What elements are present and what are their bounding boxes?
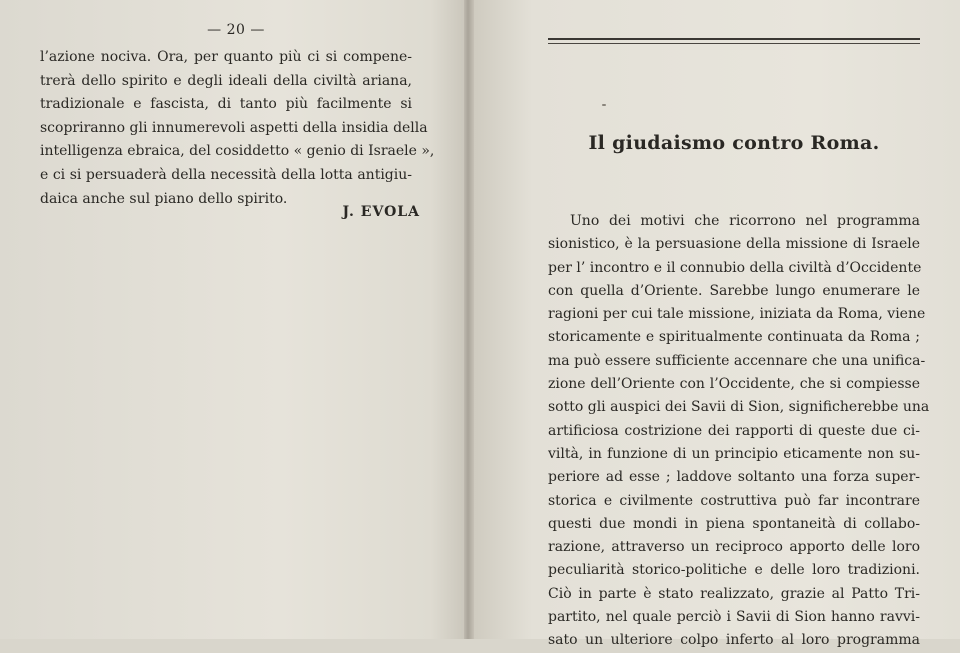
- left-page-text: [40, 46, 435, 211]
- text-line: partito, nel quale perciò i Savii di Sion hanno ravvi-: [548, 609, 920, 626]
- header-rule-thick: [548, 38, 920, 40]
- text-line: sionistico, è la persuasione della missione di Israele: [548, 236, 920, 253]
- text-line: Ciò in parte è stato realizzato, grazie al Patto Tri-: [548, 585, 920, 602]
- text-line: sotto gli auspici dei Savii di Sion, significherebbe una: [548, 399, 930, 416]
- text-line: viltà, in funzione di un principio eticamente non su-: [548, 445, 920, 462]
- chapter-title: Il giudaismo contro Roma.: [588, 132, 880, 154]
- header-rule-thin: [548, 43, 920, 44]
- text-line: l’azione nociva. Ora, per quanto più ci si compene-: [40, 49, 412, 65]
- text-line: artificiosa costrizione dei rapporti di queste due ci-: [548, 422, 920, 439]
- text-line: storicamente e spiritualmente continuata da Roma ;: [548, 329, 920, 346]
- text-line: con quella d’Oriente. Sarebbe lungo enumerare le: [548, 282, 920, 299]
- text-line: razione, attraverso un reciproco apporto delle loro: [548, 539, 920, 556]
- text-line: storica e civilmente costruttiva può far incontrare: [548, 492, 920, 509]
- text-line: per l’ incontro e il connubio della civiltà d’Occidente: [548, 259, 922, 276]
- text-line: tradizionale e fascista, di tanto più facilmente si: [40, 96, 412, 113]
- page-number: — 20 —: [207, 22, 265, 38]
- text-line: peculiarità storico-politiche e delle loro tradizioni.: [548, 562, 920, 579]
- text-line: sato un ulteriore colpo inferto al loro programma: [548, 632, 920, 649]
- text-line: questi due mondi in piena spontaneità di collabo-: [548, 515, 920, 532]
- right-page: [474, 0, 960, 649]
- book-gutter: [464, 0, 474, 639]
- paper-speck: [602, 104, 606, 106]
- text-line: daica anche sul piano dello spirito.: [40, 190, 288, 207]
- text-line: ma può essere sufficiente accennare che una unifica-: [548, 352, 926, 369]
- text-line: periore ad esse ; laddove soltanto una forza super-: [548, 469, 920, 486]
- text-line: zione dell’Oriente con l’Occidente, che si compiesse: [548, 376, 920, 393]
- text-line: scopriranno gli innumerevoli aspetti della insidia della: [40, 119, 428, 136]
- left-page: [0, 0, 468, 639]
- text-line: ragioni per cui tale missione, iniziata da Roma, viene: [548, 306, 926, 323]
- text-line: trerà dello spirito e degli ideali della civiltà ariana,: [40, 72, 412, 89]
- text-line: intelligenza ebraica, del cosiddetto « genio di Israele »,: [40, 143, 435, 160]
- text-line: e ci si persuaderà della necessità della lotta antigiu-: [40, 166, 412, 183]
- text-line: Uno dei motivi che ricorrono nel programma: [570, 213, 920, 229]
- right-page-text: [548, 210, 930, 653]
- author-signature: J. EVOLA: [342, 204, 420, 220]
